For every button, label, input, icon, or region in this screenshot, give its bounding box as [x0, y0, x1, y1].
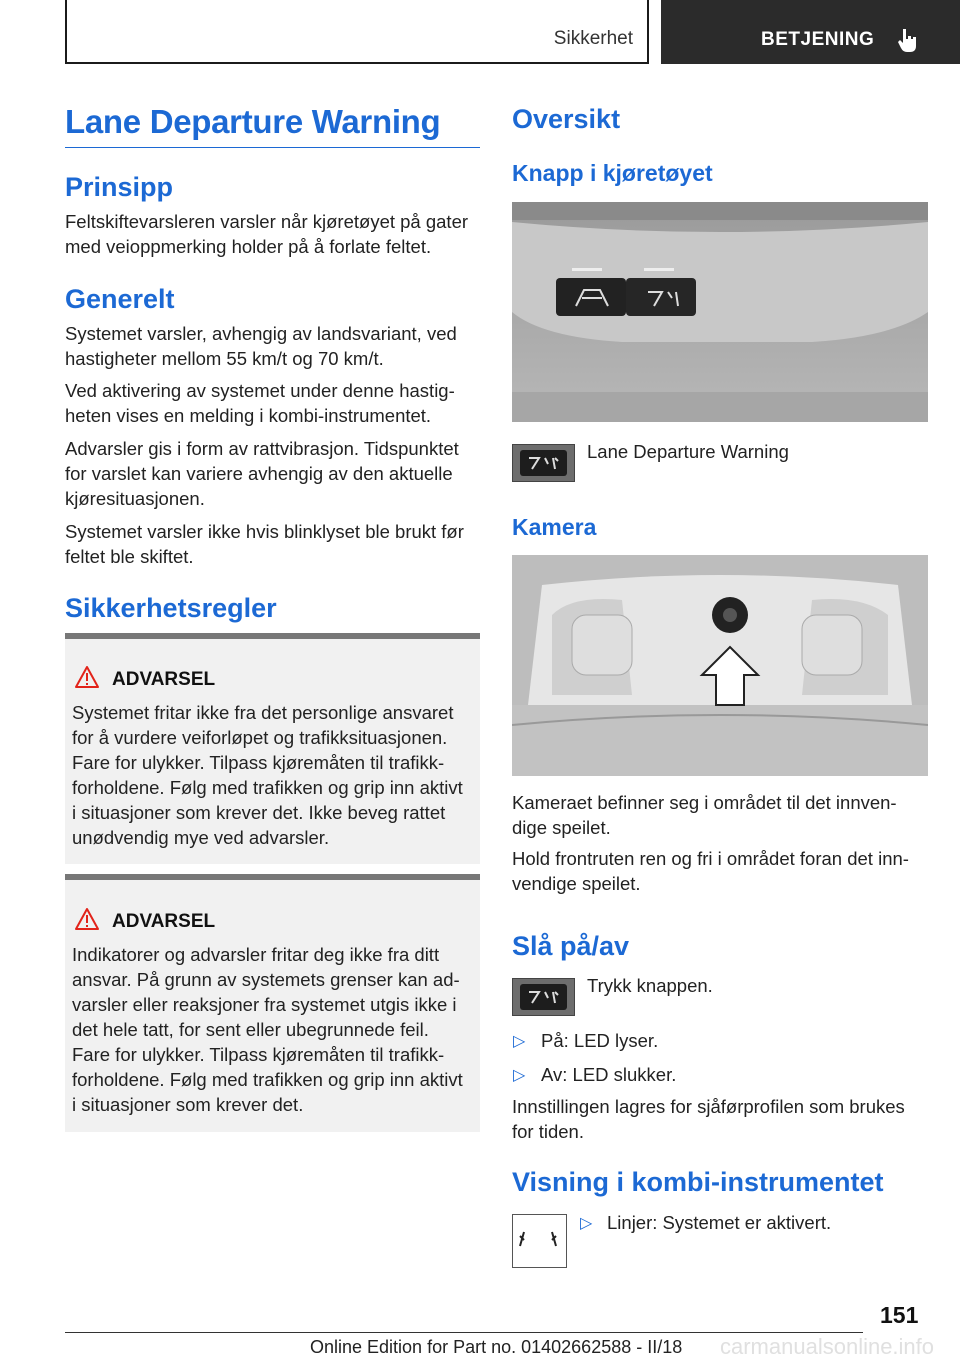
prinsipp-text: Feltskiftevarsleren varsler når kjøretøyet på gater med veioppmerking holder på å forlate feltet.	[65, 211, 469, 257]
generelt-text-1: Systemet varsler, avhengig av landsvariant, ved hastigheter mellom 55 km/t og 70 km/t.	[65, 323, 457, 369]
heading-prinsipp: Prinsipp	[65, 172, 174, 202]
heading-oversikt: Oversikt	[512, 104, 621, 134]
bullet-item-off: Av: LED slukker.	[541, 1064, 677, 1085]
heading-generelt: Generelt	[65, 284, 175, 314]
button-panel-photo	[512, 202, 928, 422]
warning-box-1	[65, 633, 480, 864]
hand-pointer-icon	[894, 26, 922, 54]
lane-departure-button-thumb	[512, 978, 575, 1016]
sla-caption: Trykk knappen.	[587, 975, 713, 996]
lane-lines-display-icon	[512, 1214, 567, 1268]
heading-knapp: Knapp i kjøretøyet	[512, 160, 713, 186]
kamera-text-1: Kameraet befinner seg i området til det innven- dige speilet.	[512, 792, 897, 838]
generelt-text-2: Ved aktivering av systemet under denne hastig- heten vises en melding i kombi-instrumentet.	[65, 380, 455, 426]
warning-text: Indikatorer og advarsler fritar deg ikke fra ditt ansvar. På grunn av systemets grenser kan ad- varsler eller reaksjoner fra systemet utgis ikke i det hele tatt, for sent eller ubegrunnede feil. Fare for ulykker. Tilpass kjøremåten til trafikk- forholdene. Følg med trafikken og grip inn aktivt i situasjoner som krever det.	[72, 944, 463, 1115]
header-section-tab	[65, 0, 649, 64]
lane-lines-icon	[527, 989, 561, 1005]
camera-photo	[512, 555, 928, 776]
bullet-marker: ▷	[580, 1215, 593, 1232]
visning-bullet-item: Linjer: Systemet er aktivert.	[607, 1212, 832, 1233]
page-number: 151	[880, 1302, 919, 1328]
button-caption: Lane Departure Warning	[587, 441, 789, 462]
heading-kamera: Kamera	[512, 514, 597, 540]
heading-sla-pa-av: Slå på/av	[512, 931, 630, 961]
warning-text: Systemet fritar ikke fra det personlige ansvaret for å vurdere veiforløpet og trafikksituasjonen. Fare for ulykker. Tilpass kjøremåten til trafikk- forholdene. Følg med trafikken og grip inn aktivt i situasjoner som krever det. Ikke beveg rattet unødvendig mye ved advarsler.	[72, 702, 463, 848]
header-chapter-tab	[661, 0, 960, 64]
heading-visning: Visning i kombi-instrumentet	[512, 1167, 884, 1197]
bullet-marker: ▷	[513, 1033, 526, 1050]
watermark: carmanualsonline.info	[720, 1334, 935, 1359]
generelt-text-4: Systemet varsler ikke hvis blinklyset ble brukt før feltet ble skiftet.	[65, 521, 464, 567]
sla-text: Innstillingen lagres for sjåførprofilen som brukes for tiden.	[512, 1096, 905, 1142]
generelt-text-3: Advarsler gis i form av rattvibrasjon. Tidspunktet for varslet kan variere avhengig av den aktuelle kjøresituasjonen.	[65, 438, 459, 509]
lane-lines-icon	[527, 455, 561, 471]
header-section-label: Sikkerhet	[553, 28, 633, 49]
bullet-item-on: På: LED lyser.	[541, 1030, 659, 1051]
lane-departure-button-thumb	[512, 444, 575, 482]
footer-edition: Online Edition for Part no. 01402662588 - II/18	[310, 1337, 683, 1357]
page-title: Lane Departure Warning	[65, 103, 480, 148]
warning-triangle-icon	[74, 665, 100, 689]
header-chapter-label: BETJENING	[761, 29, 875, 50]
warning-title: ADVARSEL	[112, 669, 216, 690]
warning-title: ADVARSEL	[112, 911, 216, 932]
warning-triangle-icon	[74, 907, 100, 931]
warning-box-2	[65, 874, 480, 1132]
footer-divider	[65, 1332, 863, 1333]
bullet-marker: ▷	[513, 1067, 526, 1084]
kamera-text-2: Hold frontruten ren og fri i området foran det inn- vendige speilet.	[512, 848, 909, 894]
heading-sikkerhetsregler: Sikkerhetsregler	[65, 593, 277, 623]
